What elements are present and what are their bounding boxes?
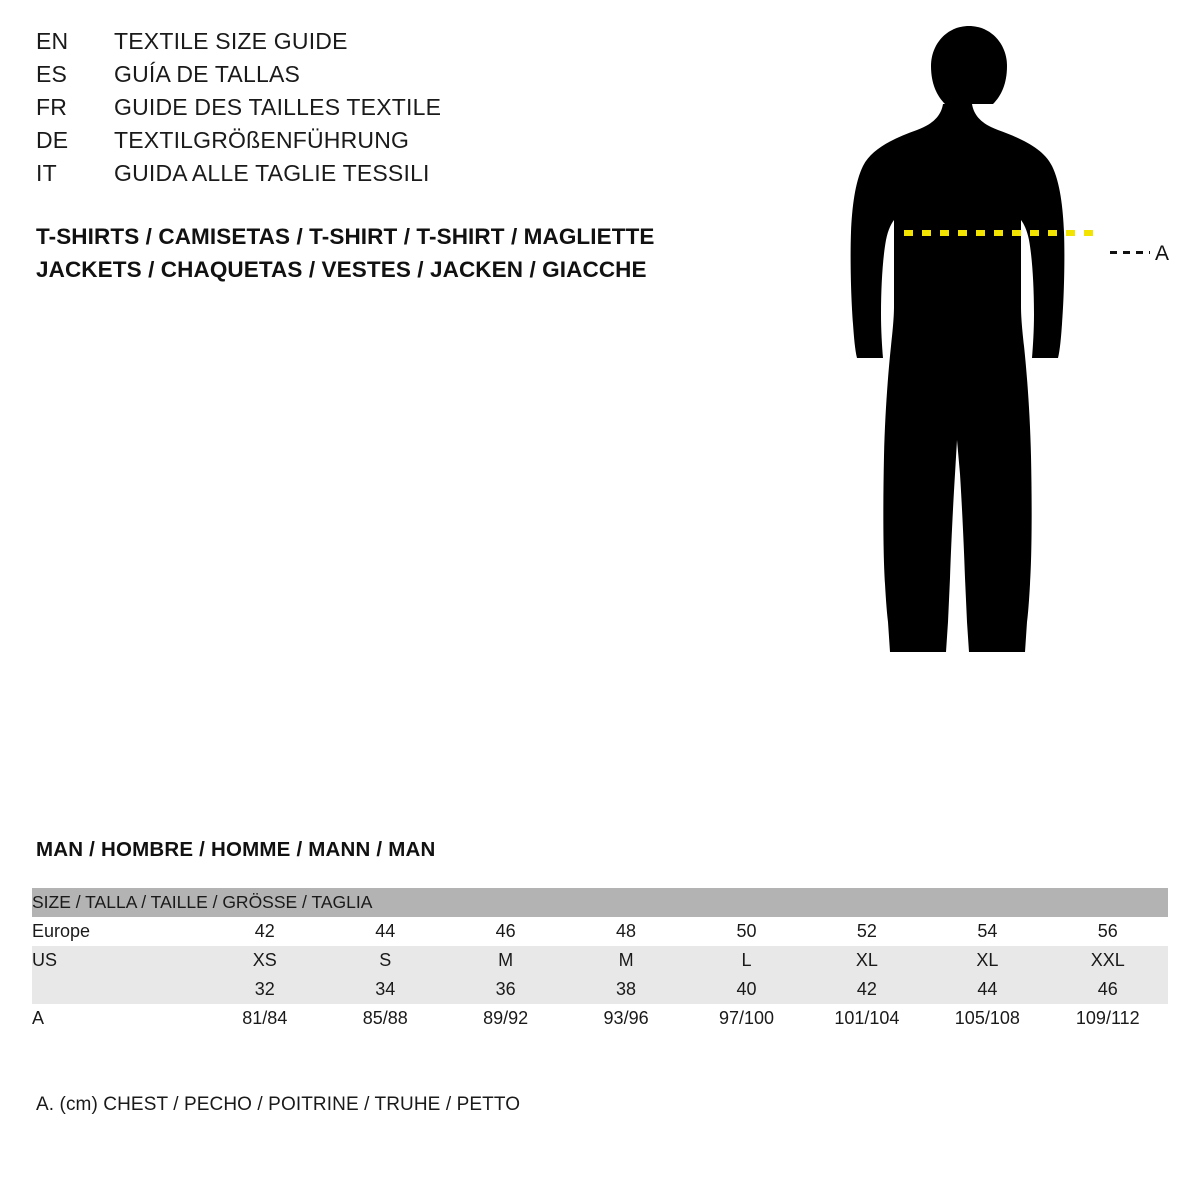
table-cell: 56 (1048, 917, 1168, 946)
table-cell: 109/112 (1048, 1004, 1168, 1033)
language-title-block (36, 28, 736, 193)
row-label: Europe (32, 917, 205, 946)
table-header-label: SIZE / TALLA / TAILLE / GRÖSSE / TAGLIA (32, 888, 1168, 917)
row-label (32, 975, 205, 1004)
row-label: US (32, 946, 205, 975)
table-cell: L (686, 946, 806, 975)
table-row (32, 946, 1168, 975)
table-cell: 105/108 (927, 1004, 1047, 1033)
table-cell: S (325, 946, 445, 975)
table-cell: 44 (325, 917, 445, 946)
table-cell: 89/92 (445, 1004, 565, 1033)
language-code: IT (36, 160, 57, 186)
table-footnote: A. (cm) CHEST / PECHO / POITRINE / TRUHE / PETTO (36, 1094, 521, 1115)
table-row (32, 975, 1168, 1004)
table-cell: 42 (807, 975, 927, 1004)
language-code: DE (36, 127, 69, 153)
language-row (36, 61, 736, 94)
language-row (36, 28, 736, 61)
table-row (32, 1004, 1168, 1033)
table-cell: 40 (686, 975, 806, 1004)
table-cell: 46 (445, 917, 565, 946)
table-cell: 48 (566, 917, 686, 946)
table-cell: 85/88 (325, 1004, 445, 1033)
table-cell: 101/104 (807, 1004, 927, 1033)
language-title: GUIDA ALLE TAGLIE TESSILI (114, 160, 430, 186)
table-cell: 42 (205, 917, 325, 946)
table-row (32, 917, 1168, 946)
table-cell: XL (807, 946, 927, 975)
language-title: GUIDE DES TAILLES TEXTILE (114, 94, 442, 120)
garment-line-tshirts: T-SHIRTS / CAMISETAS / T-SHIRT / T-SHIRT / MAGLIETTE (36, 224, 655, 249)
language-code: FR (36, 94, 68, 120)
table-cell: 38 (566, 975, 686, 1004)
silhouette-icon (810, 20, 1190, 800)
language-title: GUÍA DE TALLAS (114, 61, 301, 87)
table-cell: XS (205, 946, 325, 975)
table-cell: 44 (927, 975, 1047, 1004)
measure-leader-line (1110, 251, 1150, 254)
measure-label-a: A (1155, 242, 1170, 265)
language-code: ES (36, 61, 68, 87)
table-cell: XL (927, 946, 1047, 975)
table-section-title: MAN / HOMBRE / HOMME / MANN / MAN (36, 838, 436, 861)
table-cell: 81/84 (205, 1004, 325, 1033)
table-cell: 46 (1048, 975, 1168, 1004)
table-cell: 34 (325, 975, 445, 1004)
table-cell: 50 (686, 917, 806, 946)
table-cell: XXL (1048, 946, 1168, 975)
table-cell: 32 (205, 975, 325, 1004)
row-label: A (32, 1004, 205, 1033)
body-silhouette-figure (810, 20, 1190, 800)
table-cell: 97/100 (686, 1004, 806, 1033)
table-cell: 52 (807, 917, 927, 946)
language-title: TEXTILE SIZE GUIDE (114, 28, 348, 54)
table-cell: 93/96 (566, 1004, 686, 1033)
garment-type-block (36, 220, 796, 286)
language-title: TEXTILGRÖßENFÜHRUNG (114, 127, 410, 153)
table-cell: M (445, 946, 565, 975)
garment-line-jackets: JACKETS / CHAQUETAS / VESTES / JACKEN / GIACCHE (36, 257, 647, 282)
table-cell: 54 (927, 917, 1047, 946)
language-row (36, 94, 736, 127)
language-row (36, 160, 736, 193)
table-cell: 36 (445, 975, 565, 1004)
table-header-row (32, 888, 1168, 917)
table-cell: M (566, 946, 686, 975)
size-table (32, 888, 1168, 1033)
language-code: EN (36, 28, 69, 54)
language-row (36, 127, 736, 160)
